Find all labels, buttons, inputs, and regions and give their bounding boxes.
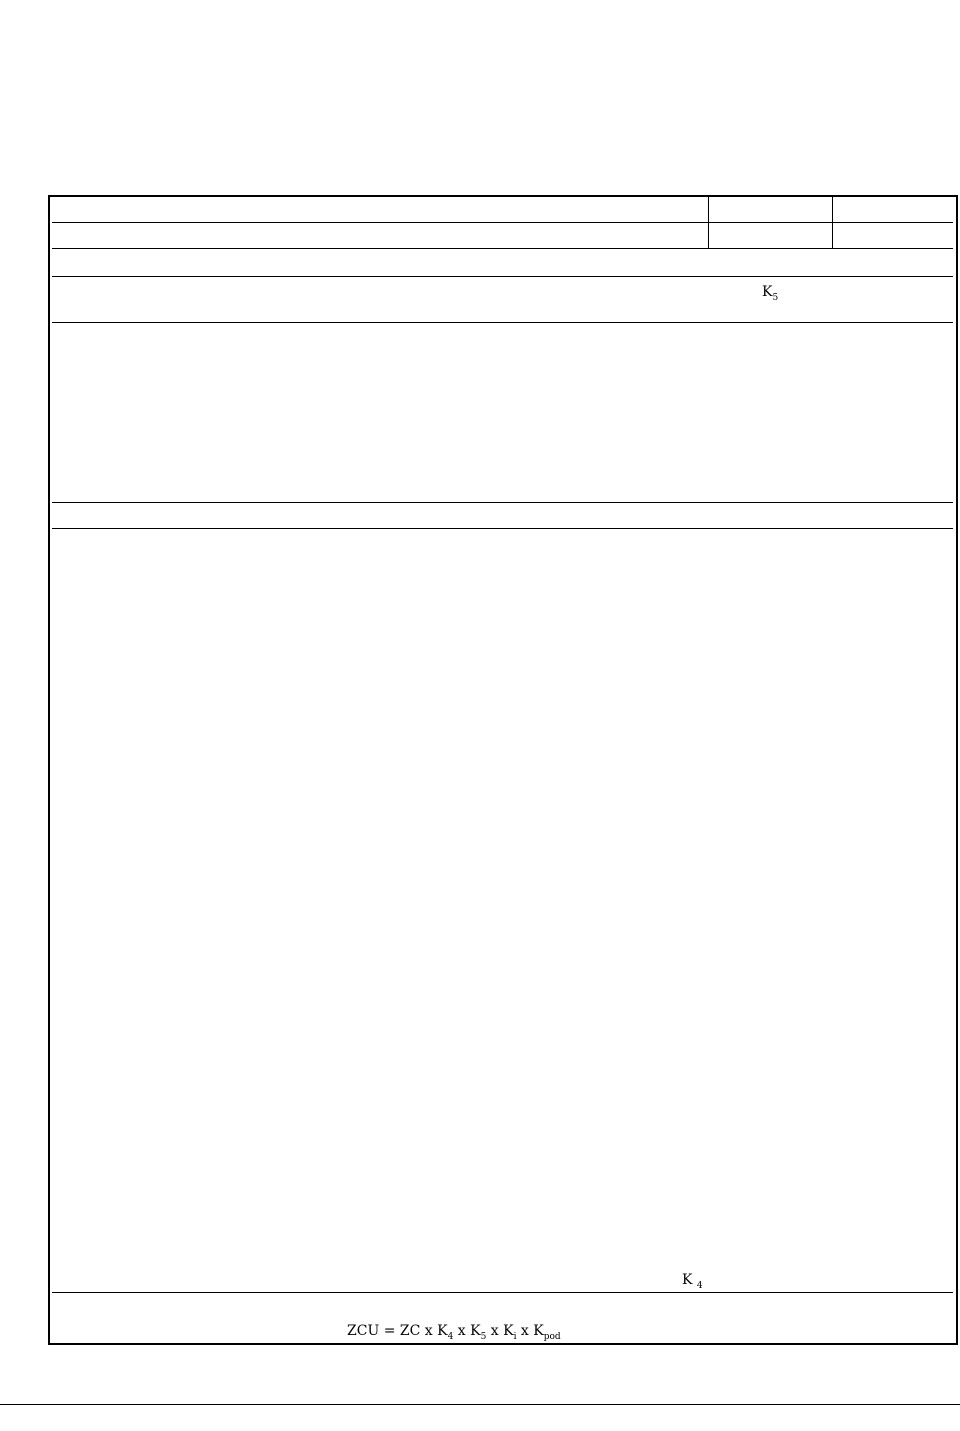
final-formula: ZCU = ZC x $K_4$ x $K_5$ x $K_i$ x $K_{pod}$ <box>347 1323 561 1342</box>
k4-code: K $_4$ <box>682 1272 703 1291</box>
rule <box>52 502 953 503</box>
k5-code: $K_5$ <box>762 284 779 303</box>
rule <box>52 322 953 323</box>
rule <box>52 276 953 277</box>
rule <box>52 222 953 223</box>
rule <box>52 528 953 529</box>
coefficients-table-frame <box>48 195 958 1345</box>
footer-rule <box>0 1404 960 1405</box>
rule <box>52 248 953 249</box>
rule <box>52 1292 953 1293</box>
